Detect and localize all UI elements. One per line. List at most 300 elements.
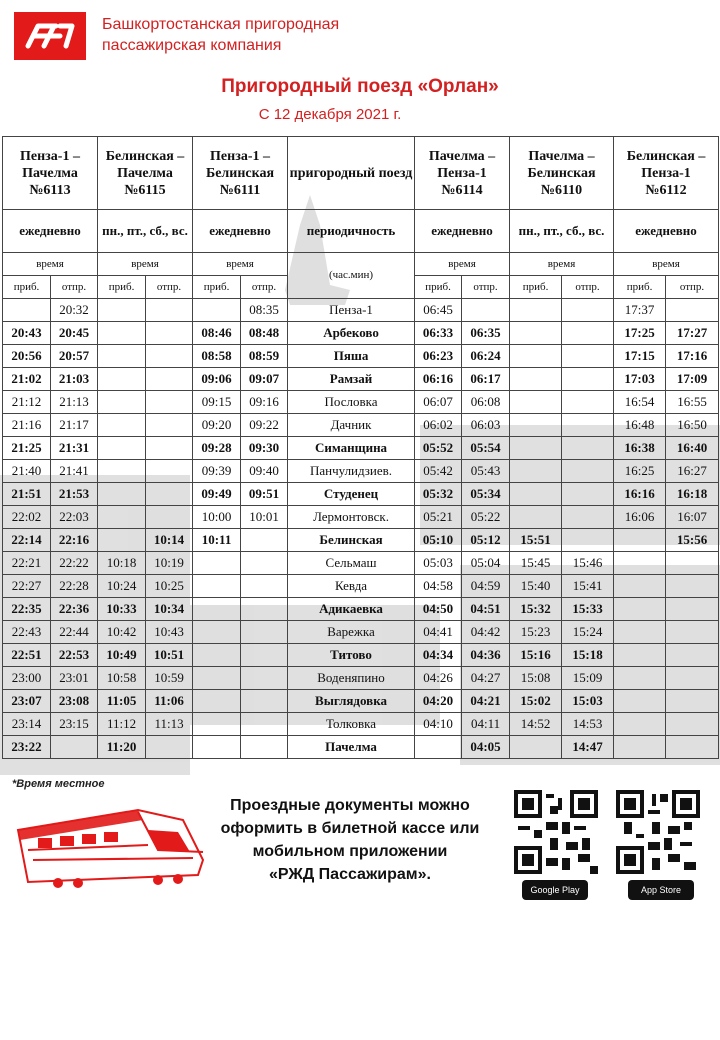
station-name: Арбеково xyxy=(288,322,415,345)
time-cell: 21:25 xyxy=(3,437,51,460)
time-cell: 04:59 xyxy=(462,575,510,598)
time-cell xyxy=(146,460,193,483)
time-label-6: время xyxy=(614,253,719,276)
time-cell xyxy=(510,391,562,414)
time-cell xyxy=(666,736,719,759)
time-cell: 06:02 xyxy=(415,414,462,437)
time-cell: 10:51 xyxy=(146,644,193,667)
time-cell xyxy=(614,667,666,690)
station-name: Панчулидзиев. xyxy=(288,460,415,483)
time-cell: 22:16 xyxy=(51,529,98,552)
time-cell: 22:27 xyxy=(3,575,51,598)
time-cell xyxy=(98,368,146,391)
time-cell: 04:20 xyxy=(415,690,462,713)
train-illustration xyxy=(8,790,213,900)
time-cell: 21:02 xyxy=(3,368,51,391)
time-cell: 09:16 xyxy=(241,391,288,414)
time-cell: 21:13 xyxy=(51,391,98,414)
time-cell xyxy=(241,598,288,621)
time-cell: 04:50 xyxy=(415,598,462,621)
time-cell xyxy=(51,736,98,759)
time-cell: 05:34 xyxy=(462,483,510,506)
time-cell: 23:14 xyxy=(3,713,51,736)
rzd-logo-icon xyxy=(14,12,86,60)
time-cell: 23:15 xyxy=(51,713,98,736)
header xyxy=(0,0,720,70)
time-cell: 22:02 xyxy=(3,506,51,529)
time-cell: 16:16 xyxy=(614,483,666,506)
center-periodicity-label: периодичность xyxy=(288,210,415,253)
periodicity-6: ежедневно xyxy=(614,210,719,253)
time-cell: 05:12 xyxy=(462,529,510,552)
time-cell: 05:32 xyxy=(415,483,462,506)
dep-label: отпр. xyxy=(462,276,510,299)
time-cell xyxy=(193,690,241,713)
time-cell xyxy=(614,621,666,644)
time-cell: 05:43 xyxy=(462,460,510,483)
time-cell: 04:51 xyxy=(462,598,510,621)
time-cell: 06:07 xyxy=(415,391,462,414)
train-header-2: Белинская – Пачелма №6115 xyxy=(98,137,193,210)
time-cell xyxy=(666,667,719,690)
time-cell: 05:52 xyxy=(415,437,462,460)
time-cell xyxy=(562,345,614,368)
promo-line-1: Проездные документы можно xyxy=(230,797,470,814)
periodicity-5: пн., пт., сб., вс. xyxy=(510,210,614,253)
dep-label: отпр. xyxy=(562,276,614,299)
time-cell xyxy=(510,460,562,483)
time-cell xyxy=(193,598,241,621)
time-cell: 22:43 xyxy=(3,621,51,644)
table-row xyxy=(3,437,719,460)
time-cell: 09:40 xyxy=(241,460,288,483)
time-cell: 15:46 xyxy=(562,552,614,575)
arr-label: приб. xyxy=(614,276,666,299)
time-cell: 14:52 xyxy=(510,713,562,736)
time-cell xyxy=(614,644,666,667)
time-cell xyxy=(241,621,288,644)
time-cell: 05:42 xyxy=(415,460,462,483)
station-name: Титово xyxy=(288,644,415,667)
time-cell: 23:22 xyxy=(3,736,51,759)
station-name: Толковка xyxy=(288,713,415,736)
station-name: Белинская xyxy=(288,529,415,552)
table-row xyxy=(3,414,719,437)
time-cell xyxy=(614,552,666,575)
periodicity-2: пн., пт., сб., вс. xyxy=(98,210,193,253)
table-row xyxy=(3,529,719,552)
dep-label: отпр. xyxy=(666,276,719,299)
time-cell: 11:13 xyxy=(146,713,193,736)
time-label-row xyxy=(3,253,719,276)
time-cell: 15:02 xyxy=(510,690,562,713)
time-cell: 16:50 xyxy=(666,414,719,437)
time-cell: 16:25 xyxy=(614,460,666,483)
time-cell: 17:25 xyxy=(614,322,666,345)
time-cell: 16:06 xyxy=(614,506,666,529)
time-cell: 11:05 xyxy=(98,690,146,713)
time-cell: 06:03 xyxy=(462,414,510,437)
app-store-badge[interactable]: App Store xyxy=(628,880,694,900)
time-cell: 16:18 xyxy=(666,483,719,506)
time-cell xyxy=(241,552,288,575)
ticket-promo xyxy=(210,794,490,886)
time-cell xyxy=(241,736,288,759)
time-cell: 09:49 xyxy=(193,483,241,506)
table-row xyxy=(3,575,719,598)
time-cell: 15:33 xyxy=(562,598,614,621)
time-cell: 04:42 xyxy=(462,621,510,644)
page-title: Пригородный поезд «Орлан» xyxy=(221,76,499,97)
time-cell: 09:20 xyxy=(193,414,241,437)
periodicity-3: ежедневно xyxy=(193,210,288,253)
time-cell: 10:24 xyxy=(98,575,146,598)
time-cell: 06:16 xyxy=(415,368,462,391)
time-cell: 09:51 xyxy=(241,483,288,506)
time-cell xyxy=(193,299,241,322)
time-cell: 10:00 xyxy=(193,506,241,529)
time-cell: 11:12 xyxy=(98,713,146,736)
time-cell xyxy=(562,322,614,345)
time-cell: 15:32 xyxy=(510,598,562,621)
time-cell: 09:28 xyxy=(193,437,241,460)
table-row xyxy=(3,644,719,667)
train-header-5: Пачелма – Белинская №6110 xyxy=(510,137,614,210)
time-cell xyxy=(562,299,614,322)
station-name: Лермонтовск. xyxy=(288,506,415,529)
time-cell xyxy=(241,575,288,598)
time-cell: 04:21 xyxy=(462,690,510,713)
time-cell: 06:08 xyxy=(462,391,510,414)
time-label-4: время xyxy=(415,253,510,276)
time-cell: 17:27 xyxy=(666,322,719,345)
time-cell: 10:34 xyxy=(146,598,193,621)
periodicity-1: ежедневно xyxy=(3,210,98,253)
time-cell: 10:25 xyxy=(146,575,193,598)
station-name: Варежка xyxy=(288,621,415,644)
time-cell: 10:01 xyxy=(241,506,288,529)
station-name: Пословка xyxy=(288,391,415,414)
time-cell xyxy=(146,437,193,460)
table-row xyxy=(3,690,719,713)
time-cell: 09:39 xyxy=(193,460,241,483)
time-cell xyxy=(241,644,288,667)
time-cell: 09:30 xyxy=(241,437,288,460)
time-cell xyxy=(98,483,146,506)
time-cell: 14:47 xyxy=(562,736,614,759)
time-cell: 20:56 xyxy=(3,345,51,368)
time-cell xyxy=(98,414,146,437)
time-cell xyxy=(666,575,719,598)
station-name: Дачник xyxy=(288,414,415,437)
time-label-3: время xyxy=(193,253,288,276)
time-cell: 15:08 xyxy=(510,667,562,690)
time-cell xyxy=(98,299,146,322)
table-row xyxy=(3,506,719,529)
time-cell xyxy=(510,368,562,391)
time-cell: 04:41 xyxy=(415,621,462,644)
time-cell: 16:27 xyxy=(666,460,719,483)
time-cell xyxy=(562,414,614,437)
time-cell xyxy=(614,736,666,759)
time-cell: 04:36 xyxy=(462,644,510,667)
time-cell: 21:51 xyxy=(3,483,51,506)
time-cell xyxy=(193,736,241,759)
table-row xyxy=(3,460,719,483)
time-cell xyxy=(666,690,719,713)
time-cell: 22:22 xyxy=(51,552,98,575)
time-cell: 15:18 xyxy=(562,644,614,667)
time-cell xyxy=(193,713,241,736)
time-cell: 10:33 xyxy=(98,598,146,621)
table-row xyxy=(3,552,719,575)
time-cell: 15:16 xyxy=(510,644,562,667)
time-cell: 16:48 xyxy=(614,414,666,437)
time-cell: 10:14 xyxy=(146,529,193,552)
time-cell xyxy=(98,529,146,552)
station-name: Пенза-1 xyxy=(288,299,415,322)
station-name: Симанщина xyxy=(288,437,415,460)
time-cell xyxy=(146,736,193,759)
time-cell: 23:00 xyxy=(3,667,51,690)
time-cell: 15:56 xyxy=(666,529,719,552)
time-cell: 06:35 xyxy=(462,322,510,345)
rzd-logo xyxy=(14,12,86,60)
time-cell: 17:16 xyxy=(666,345,719,368)
time-cell xyxy=(666,299,719,322)
time-cell xyxy=(614,575,666,598)
time-cell: 06:24 xyxy=(462,345,510,368)
center-train-label: пригородный поезд xyxy=(288,137,415,210)
time-cell: 15:45 xyxy=(510,552,562,575)
time-cell xyxy=(193,644,241,667)
table-row xyxy=(3,736,719,759)
time-cell: 22:53 xyxy=(51,644,98,667)
time-cell: 21:31 xyxy=(51,437,98,460)
time-cell: 21:17 xyxy=(51,414,98,437)
time-cell: 21:53 xyxy=(51,483,98,506)
company-line-1: Башкортостанская пригородная xyxy=(102,16,340,33)
time-cell: 08:46 xyxy=(193,322,241,345)
time-cell: 22:36 xyxy=(51,598,98,621)
train-header-3: Пенза-1 – Белинская №6111 xyxy=(193,137,288,210)
time-cell: 08:35 xyxy=(241,299,288,322)
table-row xyxy=(3,621,719,644)
table-row xyxy=(3,598,719,621)
time-cell xyxy=(510,437,562,460)
time-cell xyxy=(146,414,193,437)
station-name: Пяша xyxy=(288,345,415,368)
time-cell: 09:15 xyxy=(193,391,241,414)
time-cell: 15:09 xyxy=(562,667,614,690)
table-row xyxy=(3,483,719,506)
train-header-1: Пенза-1 – Пачелма №6113 xyxy=(3,137,98,210)
time-cell: 04:10 xyxy=(415,713,462,736)
table-row xyxy=(3,713,719,736)
time-cell: 15:40 xyxy=(510,575,562,598)
time-cell: 10:59 xyxy=(146,667,193,690)
time-cell: 10:42 xyxy=(98,621,146,644)
time-cell: 05:54 xyxy=(462,437,510,460)
time-cell: 20:32 xyxy=(51,299,98,322)
time-cell: 06:17 xyxy=(462,368,510,391)
time-cell: 21:41 xyxy=(51,460,98,483)
time-cell xyxy=(666,598,719,621)
time-cell xyxy=(462,299,510,322)
time-cell xyxy=(562,391,614,414)
promo-line-3: мобильном приложении xyxy=(252,843,448,860)
time-cell: 09:06 xyxy=(193,368,241,391)
station-name: Пачелма xyxy=(288,736,415,759)
train-header-4: Пачелма – Пенза-1 №6114 xyxy=(415,137,510,210)
dep-label: отпр. xyxy=(146,276,193,299)
time-cell xyxy=(510,345,562,368)
time-cell: 05:21 xyxy=(415,506,462,529)
time-cell: 21:16 xyxy=(3,414,51,437)
time-cell xyxy=(146,322,193,345)
time-cell: 17:37 xyxy=(614,299,666,322)
time-cell: 15:51 xyxy=(510,529,562,552)
time-cell: 17:15 xyxy=(614,345,666,368)
time-cell: 08:48 xyxy=(241,322,288,345)
local-time-note: *Время местное xyxy=(12,778,105,790)
periodicity-4: ежедневно xyxy=(415,210,510,253)
time-cell: 21:03 xyxy=(51,368,98,391)
time-cell: 06:45 xyxy=(415,299,462,322)
time-cell xyxy=(3,299,51,322)
time-cell xyxy=(193,575,241,598)
time-cell xyxy=(193,621,241,644)
time-cell xyxy=(510,322,562,345)
time-cell: 04:58 xyxy=(415,575,462,598)
time-cell xyxy=(98,391,146,414)
time-cell xyxy=(193,667,241,690)
time-cell: 16:54 xyxy=(614,391,666,414)
time-cell xyxy=(241,529,288,552)
time-cell: 16:38 xyxy=(614,437,666,460)
time-cell xyxy=(146,368,193,391)
time-cell: 17:03 xyxy=(614,368,666,391)
time-cell xyxy=(562,483,614,506)
time-cell: 06:33 xyxy=(415,322,462,345)
time-cell: 22:14 xyxy=(3,529,51,552)
time-cell: 16:40 xyxy=(666,437,719,460)
time-cell: 23:07 xyxy=(3,690,51,713)
google-play-badge[interactable]: Google Play xyxy=(522,880,588,900)
station-name: Адикаевка xyxy=(288,598,415,621)
time-cell: 08:59 xyxy=(241,345,288,368)
train-route-row xyxy=(3,137,719,210)
time-cell: 15:23 xyxy=(510,621,562,644)
time-cell: 16:07 xyxy=(666,506,719,529)
center-time-label: (час.мин) xyxy=(288,253,415,299)
time-cell: 04:05 xyxy=(462,736,510,759)
time-cell: 10:58 xyxy=(98,667,146,690)
time-cell: 04:34 xyxy=(415,644,462,667)
time-label-2: время xyxy=(98,253,193,276)
time-cell xyxy=(146,391,193,414)
station-name: Рамзай xyxy=(288,368,415,391)
time-cell xyxy=(666,552,719,575)
table-row xyxy=(3,345,719,368)
qr-code-app-store[interactable] xyxy=(616,790,700,874)
arr-label: приб. xyxy=(510,276,562,299)
dep-label: отпр. xyxy=(51,276,98,299)
time-cell xyxy=(562,460,614,483)
time-cell xyxy=(98,437,146,460)
time-cell: 11:20 xyxy=(98,736,146,759)
time-cell xyxy=(415,736,462,759)
table-row xyxy=(3,299,719,322)
table-row xyxy=(3,322,719,345)
time-cell xyxy=(614,529,666,552)
time-cell xyxy=(510,483,562,506)
station-name: Воденяпино xyxy=(288,667,415,690)
arr-label: приб. xyxy=(415,276,462,299)
time-cell: 09:22 xyxy=(241,414,288,437)
time-cell: 05:10 xyxy=(415,529,462,552)
time-cell xyxy=(241,690,288,713)
time-cell xyxy=(241,667,288,690)
time-cell xyxy=(666,644,719,667)
time-cell xyxy=(510,506,562,529)
station-name: Кевда xyxy=(288,575,415,598)
time-cell: 14:53 xyxy=(562,713,614,736)
dep-label: отпр. xyxy=(241,276,288,299)
time-cell: 10:19 xyxy=(146,552,193,575)
time-cell xyxy=(146,299,193,322)
train-header-6: Белинская – Пенза-1 №6112 xyxy=(614,137,719,210)
time-cell: 11:06 xyxy=(146,690,193,713)
arr-label: приб. xyxy=(193,276,241,299)
time-cell: 22:51 xyxy=(3,644,51,667)
time-cell xyxy=(146,483,193,506)
time-cell xyxy=(614,713,666,736)
time-cell xyxy=(562,529,614,552)
time-cell: 04:26 xyxy=(415,667,462,690)
time-cell: 08:58 xyxy=(193,345,241,368)
time-cell: 10:18 xyxy=(98,552,146,575)
time-cell: 22:21 xyxy=(3,552,51,575)
time-cell xyxy=(614,690,666,713)
time-cell: 22:44 xyxy=(51,621,98,644)
time-cell: 22:28 xyxy=(51,575,98,598)
promo-line-2: оформить в билетной кассе или xyxy=(220,820,480,837)
time-cell: 15:24 xyxy=(562,621,614,644)
time-cell xyxy=(193,552,241,575)
time-cell: 20:43 xyxy=(3,322,51,345)
time-cell xyxy=(562,368,614,391)
time-cell: 05:22 xyxy=(462,506,510,529)
qr-code-google-play[interactable] xyxy=(514,790,598,874)
time-cell: 21:12 xyxy=(3,391,51,414)
time-cell: 15:03 xyxy=(562,690,614,713)
station-name: Студенец xyxy=(288,483,415,506)
table-row xyxy=(3,391,719,414)
time-cell: 10:11 xyxy=(193,529,241,552)
arr-label: приб. xyxy=(3,276,51,299)
periodicity-row xyxy=(3,210,719,253)
time-cell: 10:49 xyxy=(98,644,146,667)
time-cell: 10:43 xyxy=(146,621,193,644)
table-row xyxy=(3,667,719,690)
time-cell: 05:03 xyxy=(415,552,462,575)
promo-line-4: «РЖД Пассажирам». xyxy=(269,866,431,883)
time-cell xyxy=(146,506,193,529)
time-cell: 16:55 xyxy=(666,391,719,414)
table-row xyxy=(3,368,719,391)
time-cell: 23:08 xyxy=(51,690,98,713)
